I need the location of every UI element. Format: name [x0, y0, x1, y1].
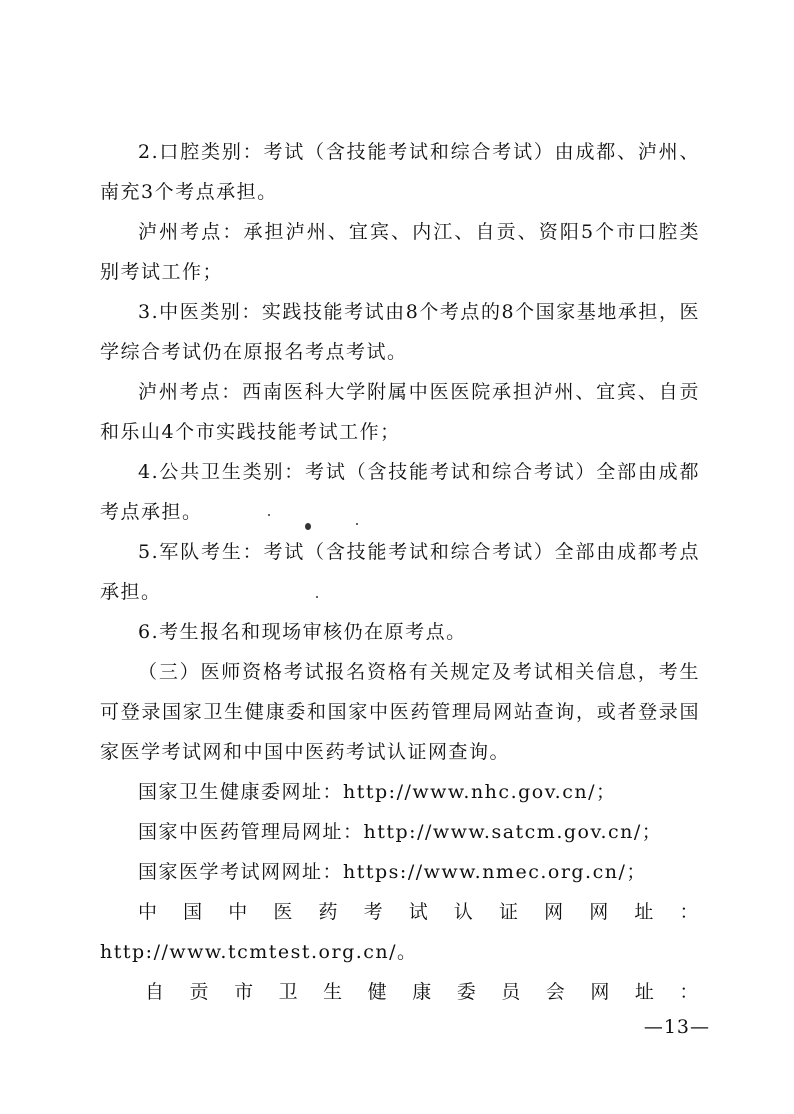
zigong-char: 康	[412, 981, 433, 1003]
zigong-char: 卫	[278, 981, 300, 1003]
url-zigong-line	[100, 972, 700, 1012]
paragraph-tcm: 3.中医类别：实践技能考试由8个考点的8个国家基地承担，医学综合考试仍在原报名考点考试。	[100, 301, 700, 363]
document-body	[100, 132, 700, 1012]
scan-speck	[316, 596, 318, 598]
url-satcm: 国家中医药管理局网址：http://www.satcm.gov.cn/；	[138, 821, 663, 843]
zigong-char: 健	[367, 981, 389, 1003]
zigong-char: 会	[545, 981, 567, 1003]
zigong-char: 址	[634, 981, 656, 1003]
paragraph-military: 5.军队考生：考试（含技能考试和综合考试）全部由成都考点承担。	[100, 541, 700, 603]
zigong-char: 生	[323, 981, 344, 1003]
scan-speck	[305, 523, 311, 530]
paragraph-public-health: 4.公共卫生类别：考试（含技能考试和综合考试）全部由成都考点承担。	[100, 461, 700, 523]
paragraph-registration: 6.考生报名和现场审核仍在原考点。	[138, 621, 467, 643]
zigong-char: 贡	[189, 981, 211, 1003]
paragraph-section-three: （三）医师资格考试报名资格有关规定及考试相关信息，考生可登录国家卫生健康委和国家中医药管理局网站查询，或者登录国家医学考试网和中国中医药考试认证网查询。	[100, 661, 700, 763]
zigong-char: 网	[590, 981, 611, 1003]
url-nmec: 国家医学考试网网址：https://www.nmec.org.cn/；	[138, 861, 647, 883]
paragraph-luzhou-tcm: 泸州考点：西南医科大学附属中医医院承担泸州、宜宾、自贡和乐山4个市实践技能考试工作；	[100, 381, 700, 443]
page-number: —13—	[643, 1016, 710, 1038]
url-nhc: 国家卫生健康委网址：http://www.nhc.gov.cn/；	[138, 781, 617, 803]
zigong-char: 市	[234, 981, 255, 1003]
zigong-char: ：	[679, 981, 700, 1003]
url-tcmtest: 中国中医药考试认证网网址：http://www.tcmtest.org.cn/。	[100, 901, 700, 963]
scan-speck	[356, 523, 358, 525]
scan-speck	[268, 514, 270, 516]
zigong-char: 员	[501, 981, 522, 1003]
paragraph-stomatology: 2.口腔类别：考试（含技能考试和综合考试）由成都、泸州、南充3个考点承担。	[100, 141, 700, 203]
zigong-char: 自	[145, 981, 166, 1003]
paragraph-luzhou-stomatology: 泸州考点：承担泸州、宜宾、内江、自贡、资阳5个市口腔类别考试工作；	[100, 221, 700, 283]
zigong-char: 委	[456, 981, 478, 1003]
